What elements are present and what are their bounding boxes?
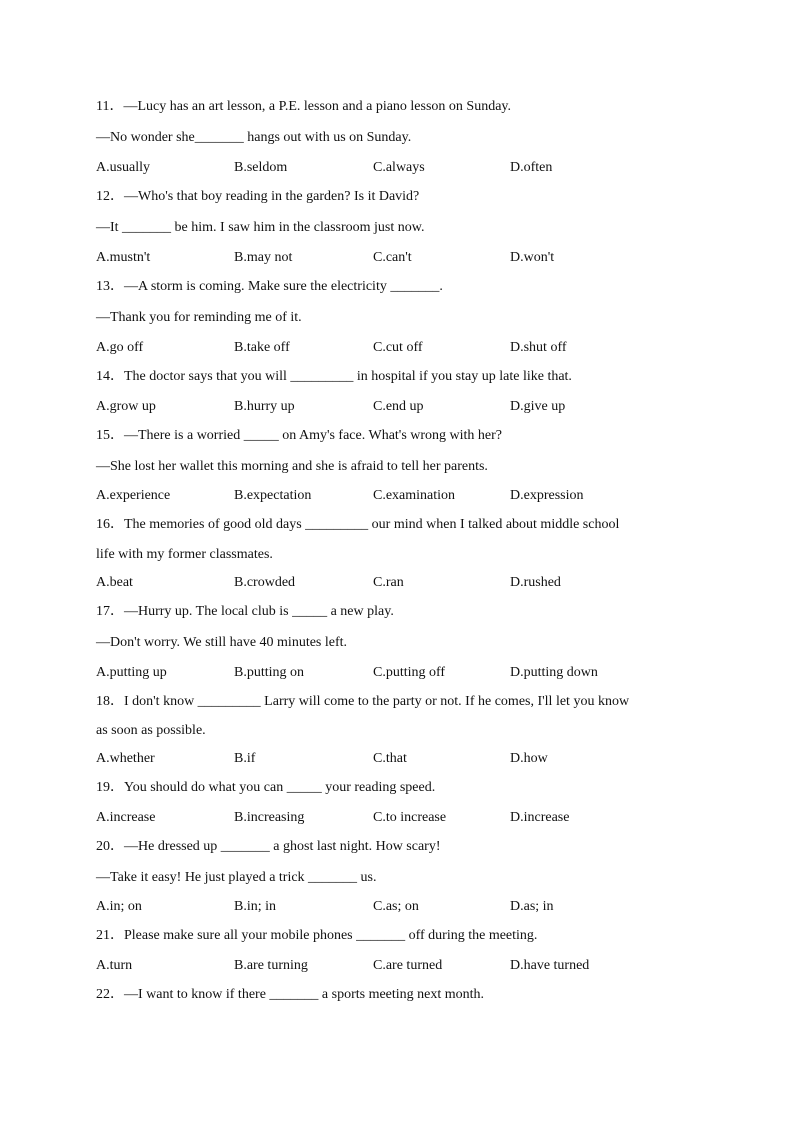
question-17-reply: —Don't worry. We still have 40 minutes left. [96, 635, 348, 650]
option-b: B.in; in [234, 899, 277, 914]
option-a: A.go off [96, 340, 144, 355]
question-20-stem: 20．—He dressed up _______ a ghost last night. How scary! [96, 839, 441, 854]
option-a: A.grow up [96, 399, 156, 414]
option-c: C.end up [373, 399, 424, 414]
question-13-reply: —Thank you for reminding me of it. [96, 310, 302, 325]
option-c: C.are turned [373, 958, 443, 973]
question-12-reply: —It _______ be him. I saw him in the classroom just now. [96, 220, 425, 235]
option-a: A.in; on [96, 899, 142, 914]
question-16-stem: 16．The memories of good old days _________ our mind when I talked about middle school [96, 517, 620, 532]
question-20-options [96, 898, 736, 916]
question-20-reply: —Take it easy! He just played a trick _______ us. [96, 870, 377, 885]
option-b: B.crowded [234, 575, 296, 590]
option-c: C.as; on [373, 899, 419, 914]
option-d: D.give up [510, 399, 566, 414]
question-15-reply: —She lost her wallet this morning and she is afraid to tell her parents. [96, 459, 488, 474]
question-11-stem: 11．—Lucy has an art lesson, a P.E. lesson and a piano lesson on Sunday. [96, 99, 512, 114]
option-b: B.expectation [234, 488, 312, 503]
question-14-options [96, 398, 736, 416]
option-a: A.mustn't [96, 250, 151, 265]
option-d: D.as; in [510, 899, 554, 914]
question-17-options [96, 664, 736, 682]
question-13-options [96, 339, 736, 357]
option-b: B.take off [234, 340, 290, 355]
option-b: B.may not [234, 250, 293, 265]
option-d: D.often [510, 160, 553, 175]
option-c: C.ran [373, 575, 404, 590]
question-15-options [96, 487, 736, 505]
option-a: A.beat [96, 575, 133, 590]
option-b: B.if [234, 751, 256, 766]
option-b: B.hurry up [234, 399, 295, 414]
option-b: B.are turning [234, 958, 308, 973]
option-c: C.can't [373, 250, 412, 265]
option-a: A.usually [96, 160, 151, 175]
option-d: D.shut off [510, 340, 567, 355]
question-18-stem-continued: as soon as possible. [96, 723, 206, 738]
question-12-stem: 12．—Who's that boy reading in the garden? Is it David? [96, 189, 420, 204]
option-a: A.putting up [96, 665, 167, 680]
option-d: D.increase [510, 810, 570, 825]
option-d: D.have turned [510, 958, 590, 973]
question-17-stem: 17．—Hurry up. The local club is _____ a new play. [96, 604, 394, 619]
option-b: B.seldom [234, 160, 288, 175]
question-15-stem: 15．—There is a worried _____ on Amy's face. What's wrong with her? [96, 428, 503, 443]
option-b: B.putting on [234, 665, 305, 680]
question-16-stem-continued: life with my former classmates. [96, 547, 273, 562]
option-c: C.always [373, 160, 425, 175]
question-11-options [96, 159, 736, 177]
question-21-stem: 21．Please make sure all your mobile phones _______ off during the meeting. [96, 928, 538, 943]
option-c: C.putting off [373, 665, 446, 680]
question-12-options [96, 249, 736, 267]
question-21-options [96, 957, 736, 975]
option-c: C.examination [373, 488, 456, 503]
option-a: A.whether [96, 751, 155, 766]
question-18-stem: 18．I don't know _________ Larry will come to the party or not. If he comes, I'll let you know [96, 694, 630, 709]
option-d: D.how [510, 751, 548, 766]
question-16-options [96, 574, 736, 592]
option-a: A.turn [96, 958, 133, 973]
option-a: A.experience [96, 488, 171, 503]
option-d: D.won't [510, 250, 555, 265]
question-18-options [96, 750, 736, 768]
question-11-reply: —No wonder she_______ hangs out with us on Sunday. [96, 130, 412, 145]
option-c: C.to increase [373, 810, 447, 825]
question-19-options [96, 809, 736, 827]
option-d: D.putting down [510, 665, 598, 680]
option-d: D.rushed [510, 575, 561, 590]
question-22-stem: 22．—I want to know if there _______ a sports meeting next month. [96, 987, 485, 1002]
option-c: C.cut off [373, 340, 423, 355]
option-b: B.increasing [234, 810, 305, 825]
question-19-stem: 19．You should do what you can _____ your reading speed. [96, 780, 436, 795]
question-13-stem: 13．—A storm is coming. Make sure the electricity _______. [96, 279, 443, 294]
question-14-stem: 14．The doctor says that you will _________ in hospital if you stay up late like that. [96, 369, 572, 384]
option-d: D.expression [510, 488, 584, 503]
option-a: A.increase [96, 810, 156, 825]
option-c: C.that [373, 751, 407, 766]
